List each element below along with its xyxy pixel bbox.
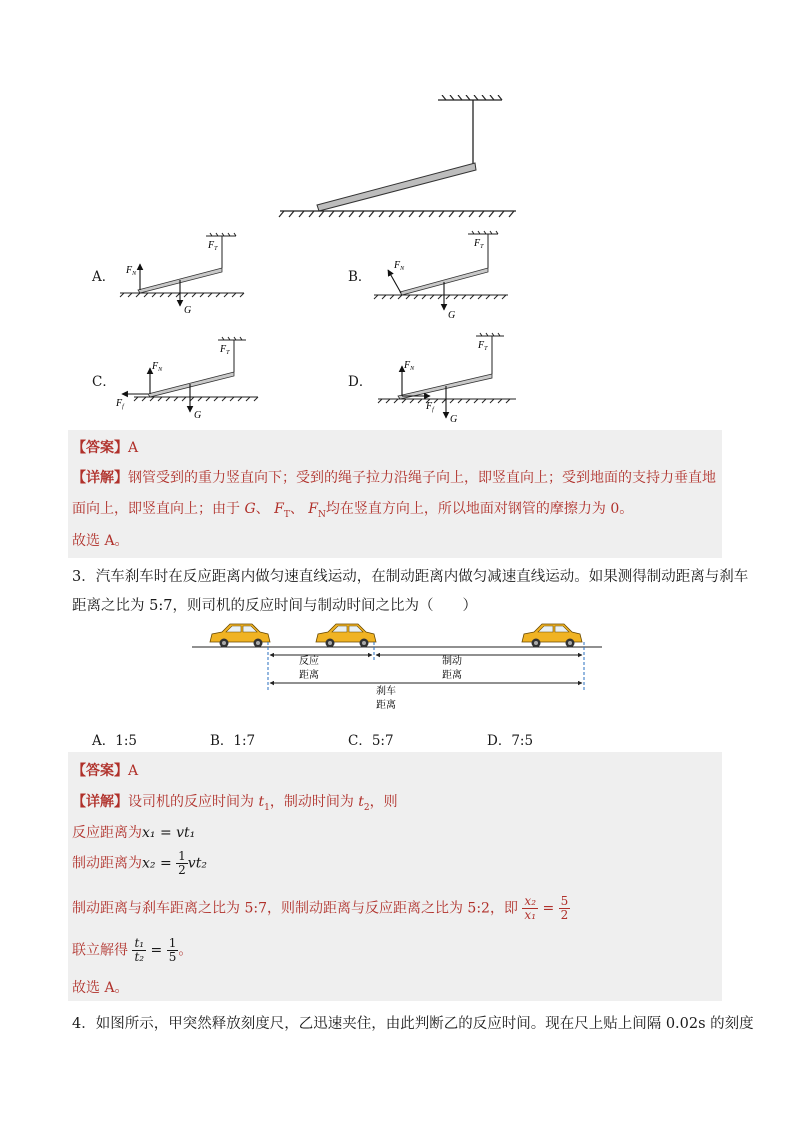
q2-option-c-diagram xyxy=(112,332,262,424)
q3-solve-line: 联立解得 $\frac{\text{t₁}}{\text{t₂}}$ = $\frac{1}{5}$ 。 xyxy=(72,936,193,964)
g-label: G xyxy=(194,410,202,421)
stopping-label-1: 刹车 xyxy=(376,686,396,697)
q3-car-figure xyxy=(190,618,610,718)
q2-option-a-diagram xyxy=(112,228,262,318)
svg-text:FN xyxy=(393,260,405,272)
svg-text:FN xyxy=(125,265,137,277)
ft-label: F xyxy=(220,344,227,355)
car-brake-start xyxy=(316,624,376,648)
q3-option-b[interactable]: B．1:7 xyxy=(210,733,256,749)
svg-text:FN xyxy=(403,360,415,372)
q3-conclusion: 故选 A。 xyxy=(72,980,129,996)
fn-label: F xyxy=(404,360,411,371)
ground-hatch xyxy=(279,211,516,217)
q2-option-d-label[interactable]: D． xyxy=(348,374,373,390)
ft-label: F xyxy=(474,238,481,249)
fn-sub: N xyxy=(158,367,163,373)
q2-option-d-diagram xyxy=(368,330,518,426)
reaction-label-1: 反应 xyxy=(299,656,319,667)
braking-label-1: 制动 xyxy=(442,656,462,667)
g-label: G xyxy=(448,310,456,321)
svg-text:Ff xyxy=(425,401,435,413)
ceiling-hatch xyxy=(438,95,502,100)
ft-sub: T xyxy=(480,244,484,250)
q3-stem-line2: 距离之比为 5:7，则司机的反应时间与制动时间之比为（ ） xyxy=(72,598,477,614)
q2-option-a-label[interactable]: A． xyxy=(92,269,116,285)
q3-stem-line1: 3．汽车刹车时在反应距离内做匀速直线运动，在制动距离内做匀减速直线运动。如果测得制动距离与刹车 xyxy=(72,569,749,585)
svg-text:FN xyxy=(151,361,163,373)
q3-option-a[interactable]: A．1:5 xyxy=(92,733,137,749)
q3-answer-line xyxy=(72,760,138,780)
svg-text:FT xyxy=(473,238,484,250)
answer-value: A xyxy=(128,763,139,779)
answer-value: A xyxy=(128,440,139,456)
detail-tag: 【详解】 xyxy=(72,794,128,810)
q2-option-b-diagram xyxy=(368,226,518,322)
q3-detail-intro: 【详解】设司机的反应时间为 $t_1$，制动时间为 $t_2$，则 xyxy=(72,794,398,813)
ff-label: F xyxy=(426,401,433,412)
answer-tag: 【答案】 xyxy=(72,763,128,779)
q2-answer-box xyxy=(68,430,722,558)
fn-label: F xyxy=(126,265,133,276)
ff-label: F xyxy=(116,398,123,409)
q2-conclusion: 故选 A。 xyxy=(72,533,129,549)
top-pipe-figure xyxy=(270,95,530,220)
q2-answer-line xyxy=(72,437,138,457)
stopping-label-2: 距离 xyxy=(376,700,396,711)
svg-text:FT xyxy=(207,240,218,252)
steel-pipe xyxy=(317,163,476,211)
reaction-label-2: 距离 xyxy=(299,670,319,681)
q3-reaction-equation: 反应距离为x₁ = vt₁ xyxy=(72,825,196,841)
svg-text:FT xyxy=(477,340,488,352)
normal-force-arrow xyxy=(388,270,401,293)
ft-sub: T xyxy=(484,346,488,352)
q4-stem-line1: 4．如图所示，甲突然释放刻度尺，乙迅速夹住，由此判断乙的反应时间。现在尺上贴上间隔 0.02s 的刻度 xyxy=(72,1016,754,1032)
fn-sub: N xyxy=(132,271,137,277)
svg-text:Ff xyxy=(115,398,125,410)
detail-tag: 【详解】 xyxy=(72,470,128,486)
fn-label: F xyxy=(152,361,159,372)
fn-sub: N xyxy=(410,366,415,372)
q3-braking-equation: 制动距离为x₂ = $\frac{1}{2}$ vt₂ xyxy=(72,849,207,877)
fn-label: F xyxy=(394,260,401,271)
ft-label: F xyxy=(478,340,485,351)
svg-text:FT xyxy=(219,344,230,356)
ft-label: F xyxy=(208,240,215,251)
ft-sub: T xyxy=(214,246,218,252)
answer-tag: 【答案】 xyxy=(72,440,128,456)
q2-option-c-label[interactable]: C． xyxy=(92,374,116,390)
q3-option-d[interactable]: D．7:5 xyxy=(487,733,534,749)
q2-option-b-label[interactable]: B． xyxy=(348,269,372,285)
ff-sub: f xyxy=(122,404,124,410)
braking-label-2: 距离 xyxy=(442,670,462,681)
g-label: G xyxy=(184,305,192,316)
g-label: G xyxy=(450,414,458,425)
ff-sub: f xyxy=(432,407,434,413)
q2-detail-line2: 面向上，即竖直向上；由于 G、 $F_T$、 $F_N$均在竖直方向上，所以地面对钢管的摩擦力为 0。 xyxy=(72,501,634,520)
q3-ratio-line: 制动距离与刹车距离之比为 5:7，则制动距离与反应距离之比为 5:2，即 $\frac{\text{x₂}}{\text{x₁}}$ = $\frac{5}{2}$ xyxy=(72,894,569,922)
car-stopped xyxy=(522,624,582,648)
car-start xyxy=(210,624,270,648)
fn-sub: N xyxy=(400,266,405,272)
q3-option-c[interactable]: C．5:7 xyxy=(348,733,394,749)
ft-sub: T xyxy=(226,350,230,356)
q2-detail-line1: 【详解】钢管受到的重力竖直向下；受到的绳子拉力沿绳子向上，即竖直向上；受到地面的支持力垂直地 xyxy=(72,470,716,486)
